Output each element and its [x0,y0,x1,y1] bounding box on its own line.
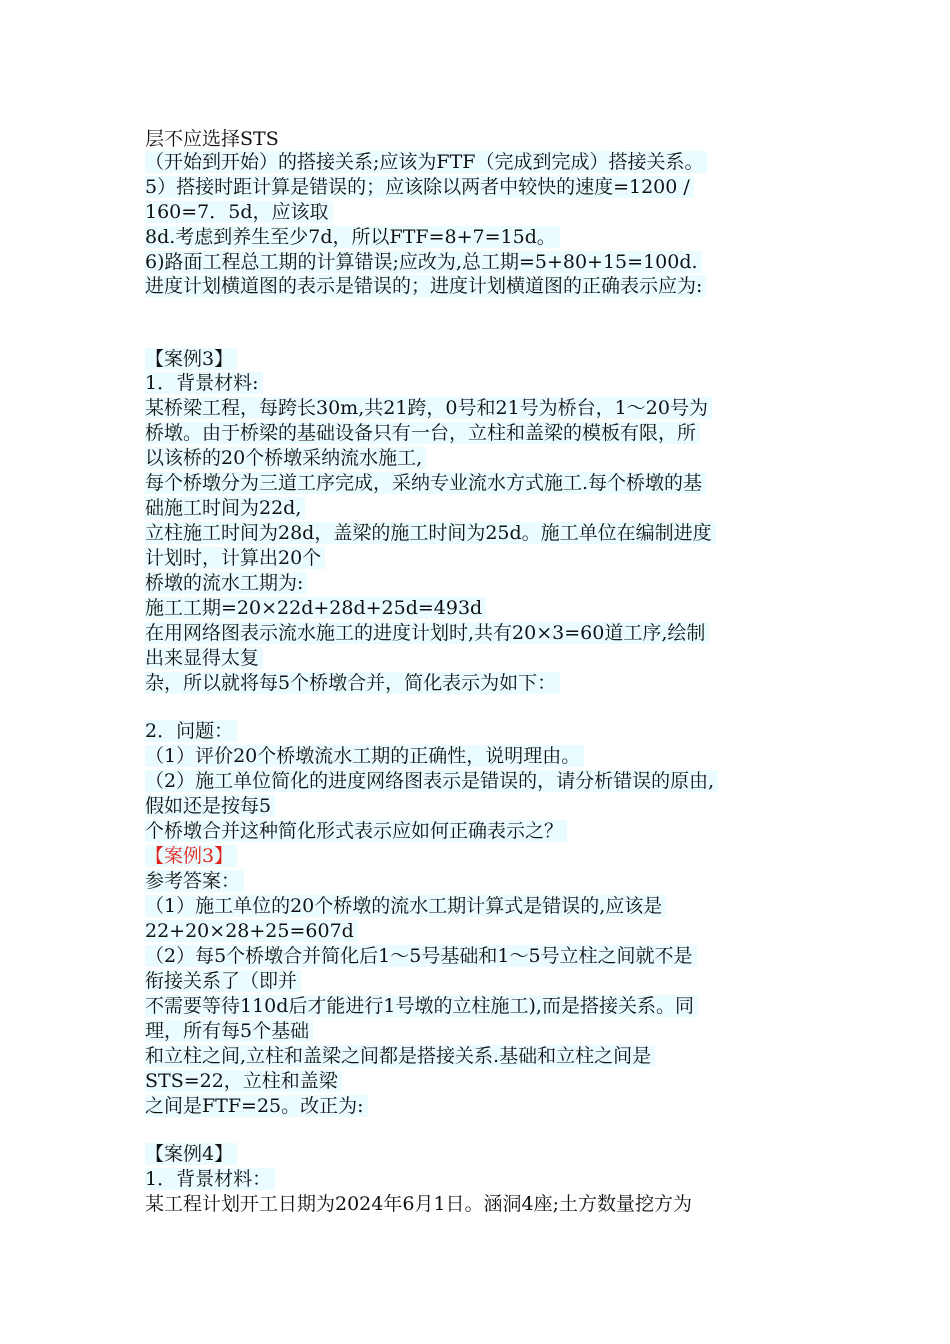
line-text: 参考答案： [145,870,244,892]
line-text: 础施工时间为22d, [145,497,305,519]
text-line [145,1167,275,1191]
text-line [145,1142,237,1166]
text-line [145,869,244,893]
line-text: 每个桥墩分为三道工序完成，采纳专业流水方式施工.每个桥墩的基 [145,472,706,494]
text-line [145,471,706,495]
text-line [145,127,279,151]
line-text: 桥墩的流水工期为: [145,572,307,594]
text-line [145,819,567,843]
text-line [145,225,560,249]
text-line [145,421,700,445]
text-line [145,175,694,199]
text-line [145,546,325,570]
text-line [145,521,716,545]
line-text: 【案例3】 [145,348,237,370]
line-text: 计划时，计算出20个 [145,547,325,569]
text-line [145,396,712,420]
line-text: 桥墩。由于桥梁的基础设备只有一台，立柱和盖梁的模板有限，所 [145,422,700,444]
line-text: 1．背景材料: [145,372,263,394]
text-line [145,994,698,1018]
text-line [145,1192,692,1216]
line-text: （1）施工单位的20个桥墩的流水工期计算式是错误的,应该是 [145,895,666,917]
text-line [145,150,707,174]
line-text: 施工工期=20×22d+28d+25d=493d [145,597,486,619]
text-line [145,844,237,868]
text-line [145,794,275,818]
text-line [145,1044,655,1068]
text-line [145,621,709,645]
line-text: 理，所有每5个基础 [145,1020,313,1042]
text-line [145,919,358,943]
line-text: 某桥梁工程，每跨长30m,共21跨，0号和21号为桥台，1～20号为 [145,397,712,419]
line-text: 在用网络图表示流水施工的进度计划时,共有20×3=60道工序,绘制 [145,622,709,644]
line-text: 出来显得太复 [145,647,263,669]
text-line [145,596,486,620]
line-text: （1）评价20个桥墩流水工期的正确性，说明理由。 [145,745,584,767]
text-line [145,250,702,274]
text-line [145,719,237,743]
line-text: （2）施工单位简化的进度网络图表示是错误的，请分析错误的原由, [145,770,718,792]
line-text: 2．问题： [145,720,237,742]
line-text: 5）搭接时距计算是错误的；应该除以两者中较快的速度=1200 / [145,176,694,198]
text-line [145,769,718,793]
text-line [145,200,333,224]
section-heading-red: 【案例3】 [145,845,237,867]
line-text: （2）每5个桥墩合并简化后1～5号基础和1～5号立柱之间就不是 [145,945,697,967]
line-text: 和立柱之间,立柱和盖梁之间都是搭接关系.基础和立柱之间是 [145,1045,655,1067]
line-text: 160=7．5d，应该取 [145,201,333,223]
text-line [145,744,584,768]
line-text: 22+20×28+25=607d [145,920,358,942]
text-line [145,274,706,298]
line-text: 假如还是按每5 [145,795,275,817]
line-text: 立柱施工时间为28d，盖梁的施工时间为25d。施工单位在编制进度 [145,522,716,544]
text-line [145,496,305,520]
text-line [145,446,426,470]
line-text: 不需要等待110d后才能进行1号墩的立柱施工),而是搭接关系。同 [145,995,698,1017]
line-text: 之间是FTF=25。改正为: [145,1095,368,1117]
line-text: 8d.考虑到养生至少7d，所以FTF=8+7=15d。 [145,226,560,248]
line-text: 某工程计划开工日期为2024年6月1日。涵洞4座;土方数量挖方为 [145,1193,693,1215]
line-text: 以该桥的20个桥墩采纳流水施工, [145,447,426,469]
line-text: 进度计划横道图的表示是错误的；进度计划横道图的正确表示应为: [145,275,706,297]
text-line [145,894,666,918]
text-line [145,1094,368,1118]
line-text: 1．背景材料： [145,1168,275,1190]
text-line [145,646,263,670]
text-line [145,1069,342,1093]
text-line [145,1019,313,1043]
text-line [145,969,301,993]
line-text: 层不应选择STS [145,128,279,150]
line-text: 杂，所以就将每5个桥墩合并，简化表示为如下： [145,672,560,694]
line-text: （开始到开始）的搭接关系;应该为FTF（完成到完成）搭接关系。 [145,151,707,173]
line-text: STS=22，立柱和盖梁 [145,1070,342,1092]
text-line [145,944,697,968]
line-text: 6)路面工程总工期的计算错误;应改为,总工期=5+80+15=100d. [145,251,702,273]
text-line [145,571,307,595]
line-text: 【案例4】 [145,1143,237,1165]
text-line [145,371,263,395]
line-text: 个桥墩合并这种简化形式表示应如何正确表示之？ [145,820,567,842]
text-line [145,671,560,695]
line-text: 衔接关系了（即并 [145,970,301,992]
text-line [145,347,237,371]
